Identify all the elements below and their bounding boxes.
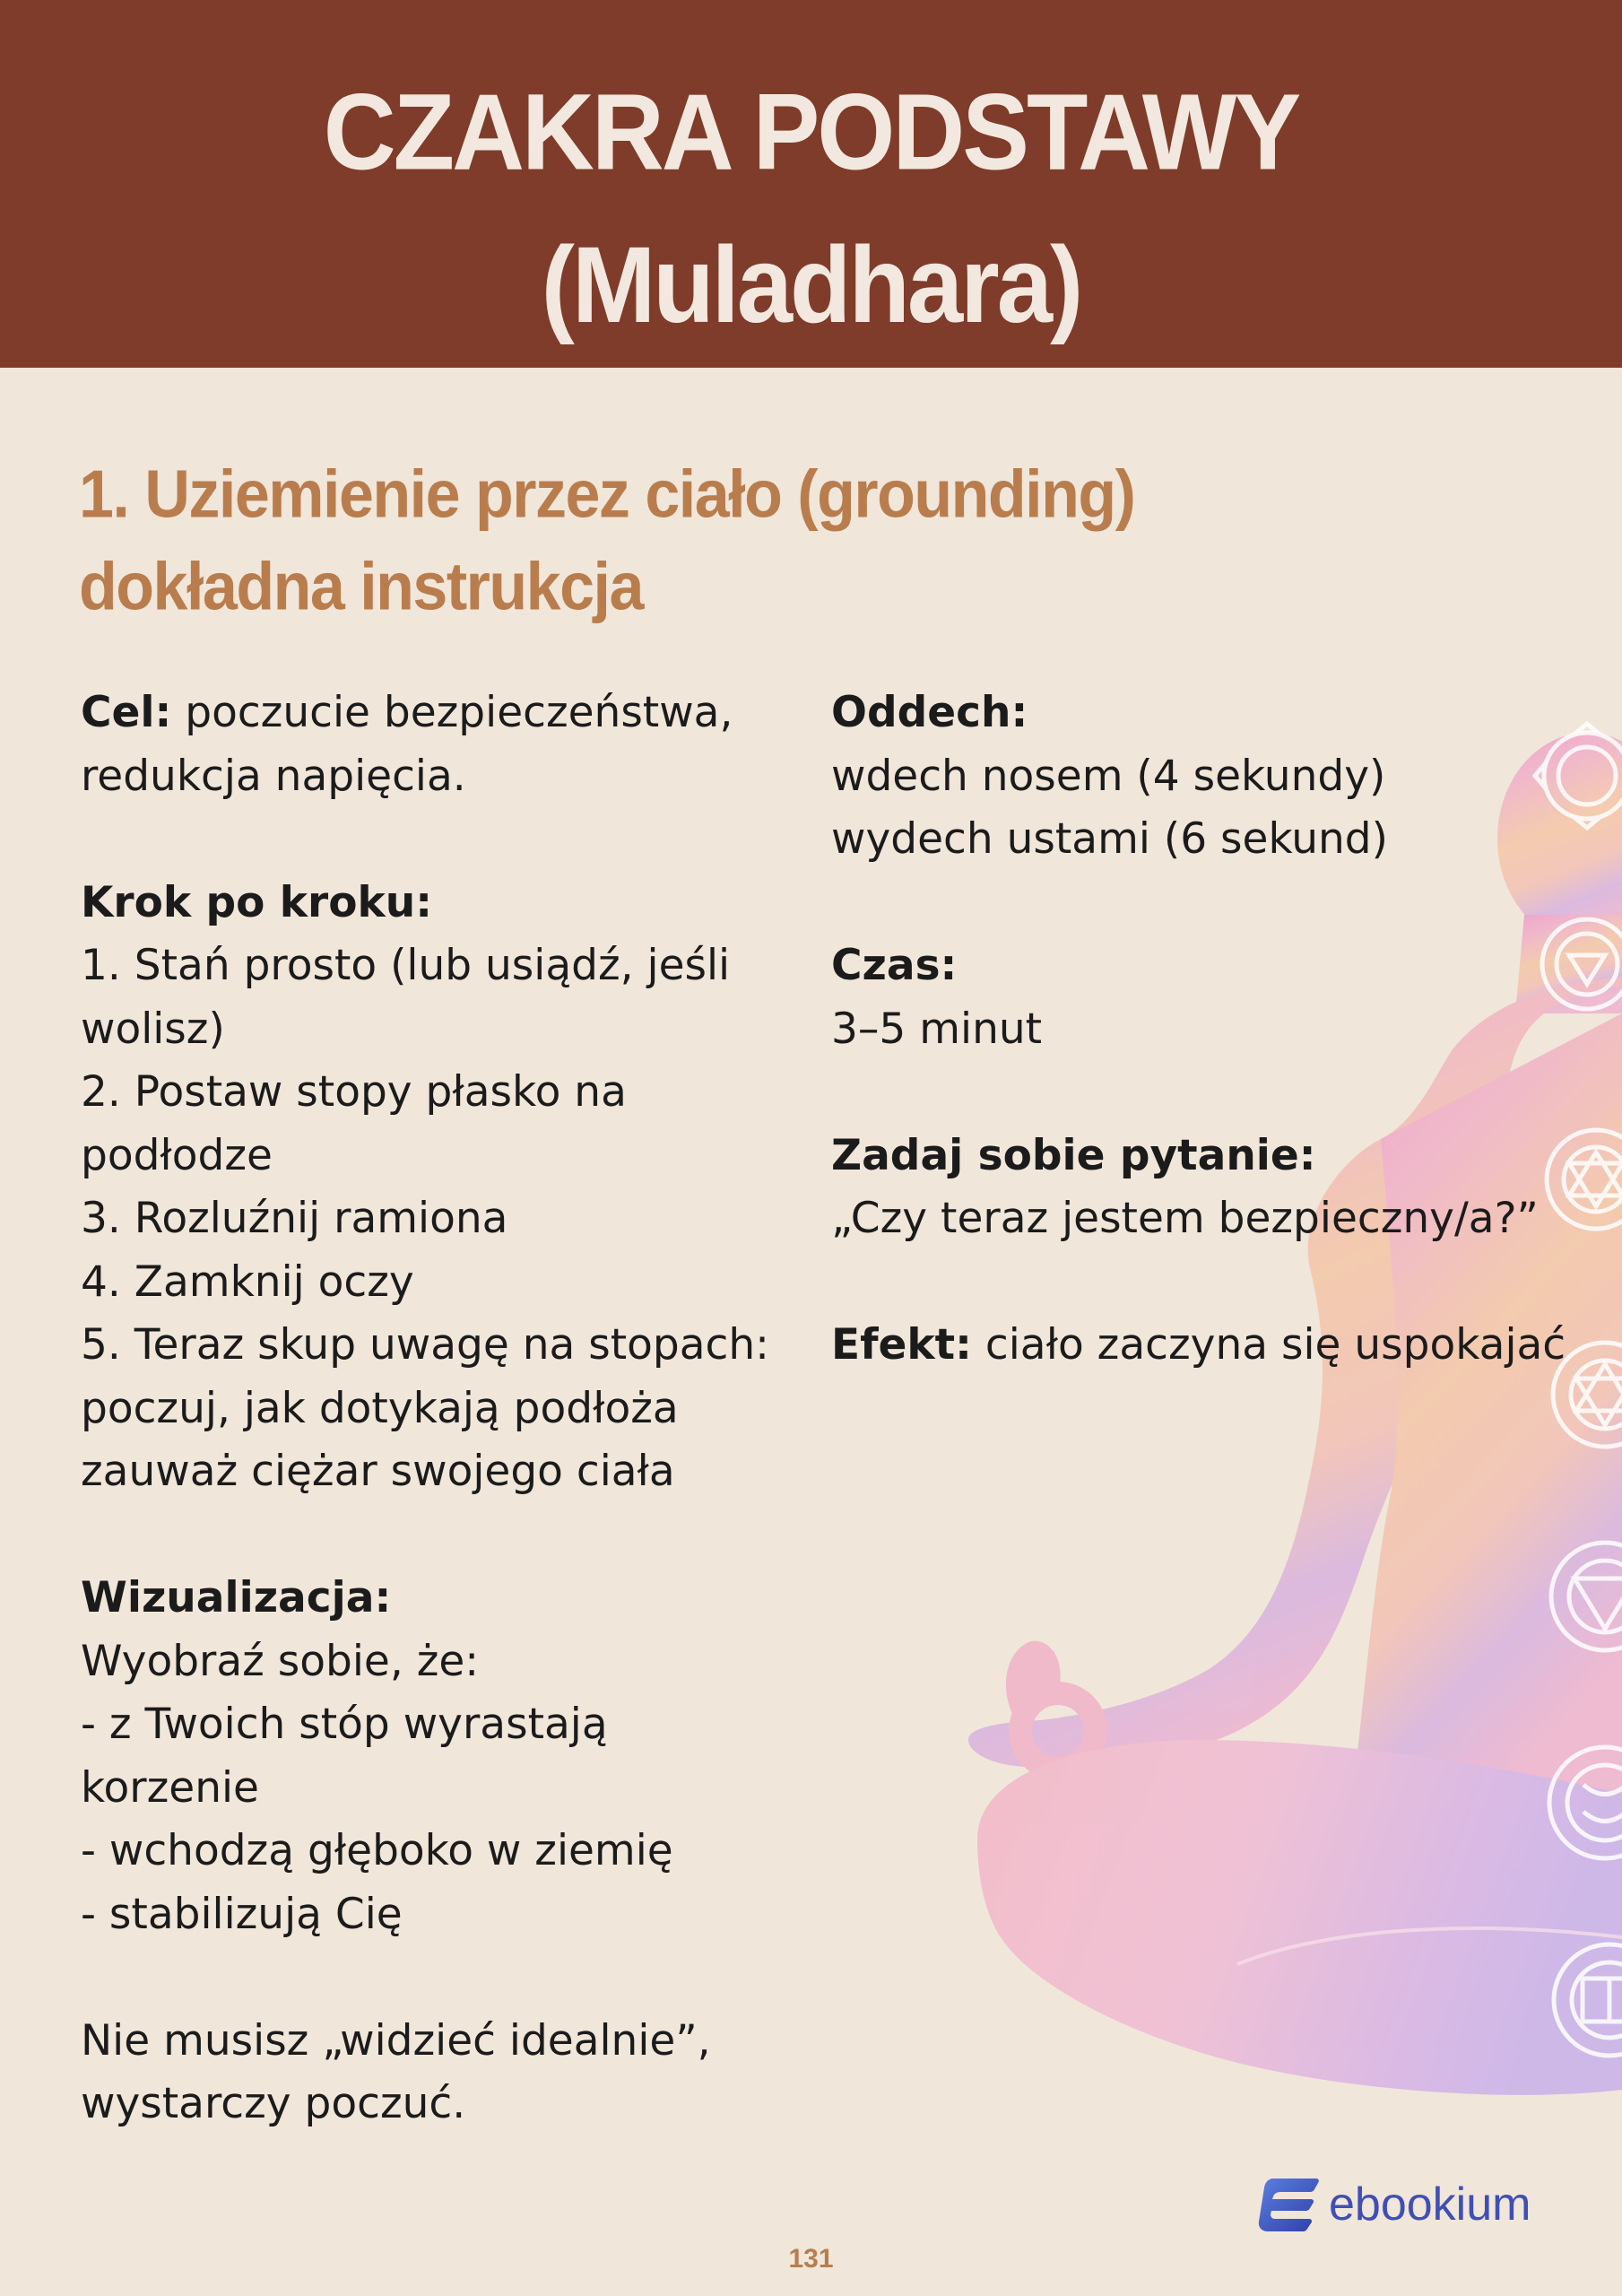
goal-text: poczucie bezpieczeństwa,: [185, 688, 733, 737]
step-line: 1. Stań prosto (lub usiądź, jeśli: [81, 941, 731, 990]
section-title: [79, 448, 1245, 632]
question-heading: Zadaj sobie pytanie:: [831, 1130, 1316, 1180]
breath-line: wydech ustami (6 sekund): [831, 814, 1388, 864]
goal-line: [81, 682, 798, 745]
breath-line: wdech nosem (4 sekundy): [831, 751, 1386, 801]
goal-text-2: redukcja napięcia.: [81, 751, 466, 801]
time-heading: Czas:: [831, 941, 958, 990]
section-title-line-2: dokładna instrukcja: [79, 548, 643, 624]
visualization-heading: Wizualizacja:: [81, 1573, 392, 1622]
step-line: podłodze: [81, 1130, 273, 1180]
closing-line: Nie musisz „widzieć idealnie”,: [81, 2015, 711, 2066]
ebookium-logo-icon: [1257, 2175, 1322, 2234]
step-line: 3. Rozluźnij ramiona: [81, 1194, 508, 1243]
visualization-line: korzenie: [81, 1762, 259, 1813]
time-value: 3–5 minut: [831, 1004, 1043, 1054]
effect-line: [831, 1314, 1602, 1378]
step-line: zauważ ciężar swojego ciała: [81, 1447, 675, 1496]
step-line: 5. Teraz skup uwagę na stopach:: [81, 1320, 769, 1370]
visualization-line: - stabilizują Cię: [81, 1889, 403, 1939]
ebookium-logo: [1257, 2175, 1531, 2234]
effect-text: ciało zaczyna się uspokajać: [984, 1320, 1566, 1370]
breath-heading: Oddech:: [831, 688, 1028, 737]
right-column: [831, 682, 1602, 1378]
visualization-line: Wyobraź sobie, że:: [81, 1636, 480, 1686]
step-line: 2. Postaw stopy płasko na: [81, 1067, 627, 1117]
steps-heading: Krok po kroku:: [81, 877, 433, 927]
effect-label: Efekt:: [831, 1320, 972, 1370]
goal-label: Cel:: [81, 688, 172, 737]
ebookium-logo-text: ebookium: [1329, 2179, 1531, 2231]
closing-line: wystarczy poczuć.: [81, 2079, 466, 2128]
left-column: [81, 682, 798, 2136]
step-line: 4. Zamknij oczy: [81, 1257, 414, 1307]
page-title-line-2: (Muladhara): [541, 223, 1081, 345]
question-text: „Czy teraz jestem bezpieczny/a?”: [831, 1194, 1539, 1243]
section-title-line-1: 1. Uziemienie przez ciało (grounding): [79, 456, 1135, 532]
step-line: poczuj, jak dotykają podłoża: [81, 1383, 679, 1433]
page-number: 131: [788, 2244, 834, 2274]
visualization-line: - z Twoich stóp wyrastają: [81, 1700, 608, 1749]
header-banner: [0, 0, 1622, 368]
page-title: [0, 56, 1622, 361]
page-title-line-1: CZAKRA PODSTAWY: [323, 71, 1299, 193]
visualization-line: - wchodzą głęboko w ziemię: [81, 1826, 673, 1875]
step-line: wolisz): [81, 1004, 225, 1054]
